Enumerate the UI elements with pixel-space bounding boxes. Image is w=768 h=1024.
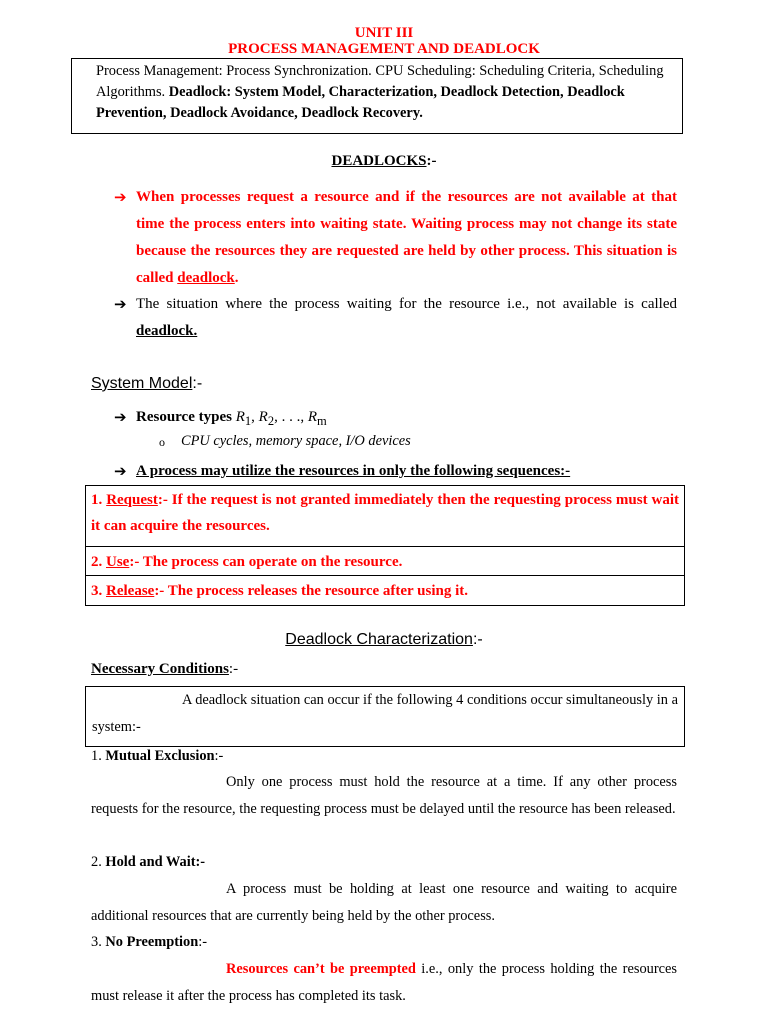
step-num: 3.: [91, 583, 106, 599]
separator: ,: [251, 409, 259, 425]
deadlocks-heading-suffix: :-: [426, 153, 437, 169]
system-model-heading: [91, 375, 202, 393]
mutual-exclusion-body: [91, 769, 677, 823]
bullet1-line-last: [136, 265, 677, 292]
bullet1-line: because the resources they are requested are held by other process. This situation is: [136, 243, 677, 259]
resource-r1: R: [235, 409, 245, 425]
mutual-exclusion-text: Only one process must hold the resource at a time. If any other process requests for the resource, the requesting process must be delayed until the resource has been released.: [91, 774, 677, 817]
characterization-heading: [0, 631, 768, 649]
right-arrow-icon: ➔: [114, 188, 127, 206]
mutual-exclusion-title: [91, 743, 677, 770]
deadlock-situation-bullet: [114, 291, 677, 345]
right-arrow-icon: ➔: [114, 462, 127, 480]
bullet1-last-prefix: called: [136, 270, 178, 286]
right-arrow-icon: ➔: [114, 295, 127, 313]
condition-title: No Preemption: [105, 934, 199, 950]
step-rest: :- The process can operate on the resource.: [129, 554, 403, 570]
sequence-bullet: [114, 458, 677, 485]
hold-and-wait-title: [91, 849, 677, 876]
step-release: [85, 575, 685, 606]
deadlocks-heading-text: DEADLOCKS: [331, 153, 427, 169]
step-term: Request: [106, 492, 158, 508]
necessary-conditions-label: [91, 661, 238, 678]
condition-title: Hold and Wait:-: [105, 854, 206, 870]
resource-types-label: Resource types: [136, 409, 236, 425]
condition-num: 3.: [91, 934, 106, 950]
resource-rm: R: [307, 409, 317, 425]
step-rest: :- If the request is not granted immediately then the requesting process must wait it can acquire the resources.: [91, 492, 679, 534]
syllabus-part2: Deadlock: System Model, Characterization, Deadlock Detection, Deadlock Prevention, Deadlock Avoidance, Deadlock Recovery.: [96, 84, 625, 121]
bullet1-deadlock-word: deadlock: [177, 270, 235, 286]
bullet2-text: The situation where the process waiting for the resource i.e., not available is called: [136, 296, 677, 312]
bullet1-line: When processes request a resource and if the resources are not available at that: [136, 189, 677, 205]
syllabus-box: [71, 58, 683, 134]
step-rest: :- The process releases the resource after using it.: [154, 583, 469, 599]
system-model-heading-suffix: :-: [192, 375, 203, 392]
bullet1-last-suffix: .: [234, 270, 239, 286]
conditions-box: [85, 686, 685, 747]
condition-title: Mutual Exclusion: [105, 748, 215, 764]
resource-types-bullet: [114, 404, 677, 435]
subscript-1: 1: [244, 414, 252, 428]
hold-and-wait-body: [91, 876, 677, 930]
condition-num: 2.: [91, 854, 106, 870]
right-arrow-icon: ➔: [114, 408, 127, 426]
necessary-conditions-text: Necessary Conditions: [91, 661, 229, 677]
step-use: [85, 546, 685, 576]
characterization-heading-text: Deadlock Characterization: [285, 631, 473, 648]
subscript-m: m: [316, 414, 327, 428]
sequence-line-text: A process may utilize the resources in only the following sequences:-: [136, 463, 571, 479]
deadlock-definition-bullet: [114, 184, 677, 292]
step-term: Use: [106, 554, 130, 570]
no-preemption-red-text: Resources can’t be preempted: [226, 961, 416, 977]
no-preemption-title: [91, 929, 677, 956]
deadlocks-heading: [0, 153, 768, 170]
resource-r2: R: [258, 409, 268, 425]
bullet2-deadlock-word: deadlock.: [136, 323, 198, 339]
ellipsis: , . . .,: [274, 409, 308, 425]
bullet1-line: time the process enters into waiting state. Waiting process may not change its state: [136, 216, 677, 232]
condition-suffix: :-: [198, 934, 208, 950]
cpu-line: [159, 433, 411, 450]
step-num: 2.: [91, 554, 106, 570]
step-request: [85, 485, 685, 547]
no-preemption-body: [91, 956, 677, 1010]
condition-num: 1.: [91, 748, 106, 764]
unit-subtitle: PROCESS MANAGEMENT AND DEADLOCK: [228, 41, 540, 57]
necessary-conditions-suffix: :-: [228, 661, 239, 677]
step-num: 1.: [91, 492, 107, 508]
subscript-2: 2: [267, 414, 275, 428]
conditions-box-text: A deadlock situation can occur if the following 4 conditions occur simultaneously in a system:-: [92, 692, 678, 735]
hold-and-wait-text: A process must be holding at least one resource and waiting to acquire additional resources that are currently being held by the other process.: [91, 881, 677, 924]
system-model-heading-text: System Model: [91, 375, 193, 392]
condition-suffix: :-: [214, 748, 224, 764]
unit-title: UNIT III: [354, 25, 414, 41]
circle-bullet-icon: o: [159, 435, 165, 449]
syllabus-part1: Process Management: Process Synchronization. CPU Scheduling: Scheduling Criteria, Scheduling Algorithms.: [96, 63, 664, 100]
no-preemption-text: i.e., only the process holding the resources must release it after the process has completed its task.: [91, 961, 678, 1004]
cpu-line-text: CPU cycles, memory space, I/O devices: [181, 433, 411, 449]
characterization-heading-suffix: :-: [472, 631, 483, 648]
step-term: Release: [106, 583, 155, 599]
